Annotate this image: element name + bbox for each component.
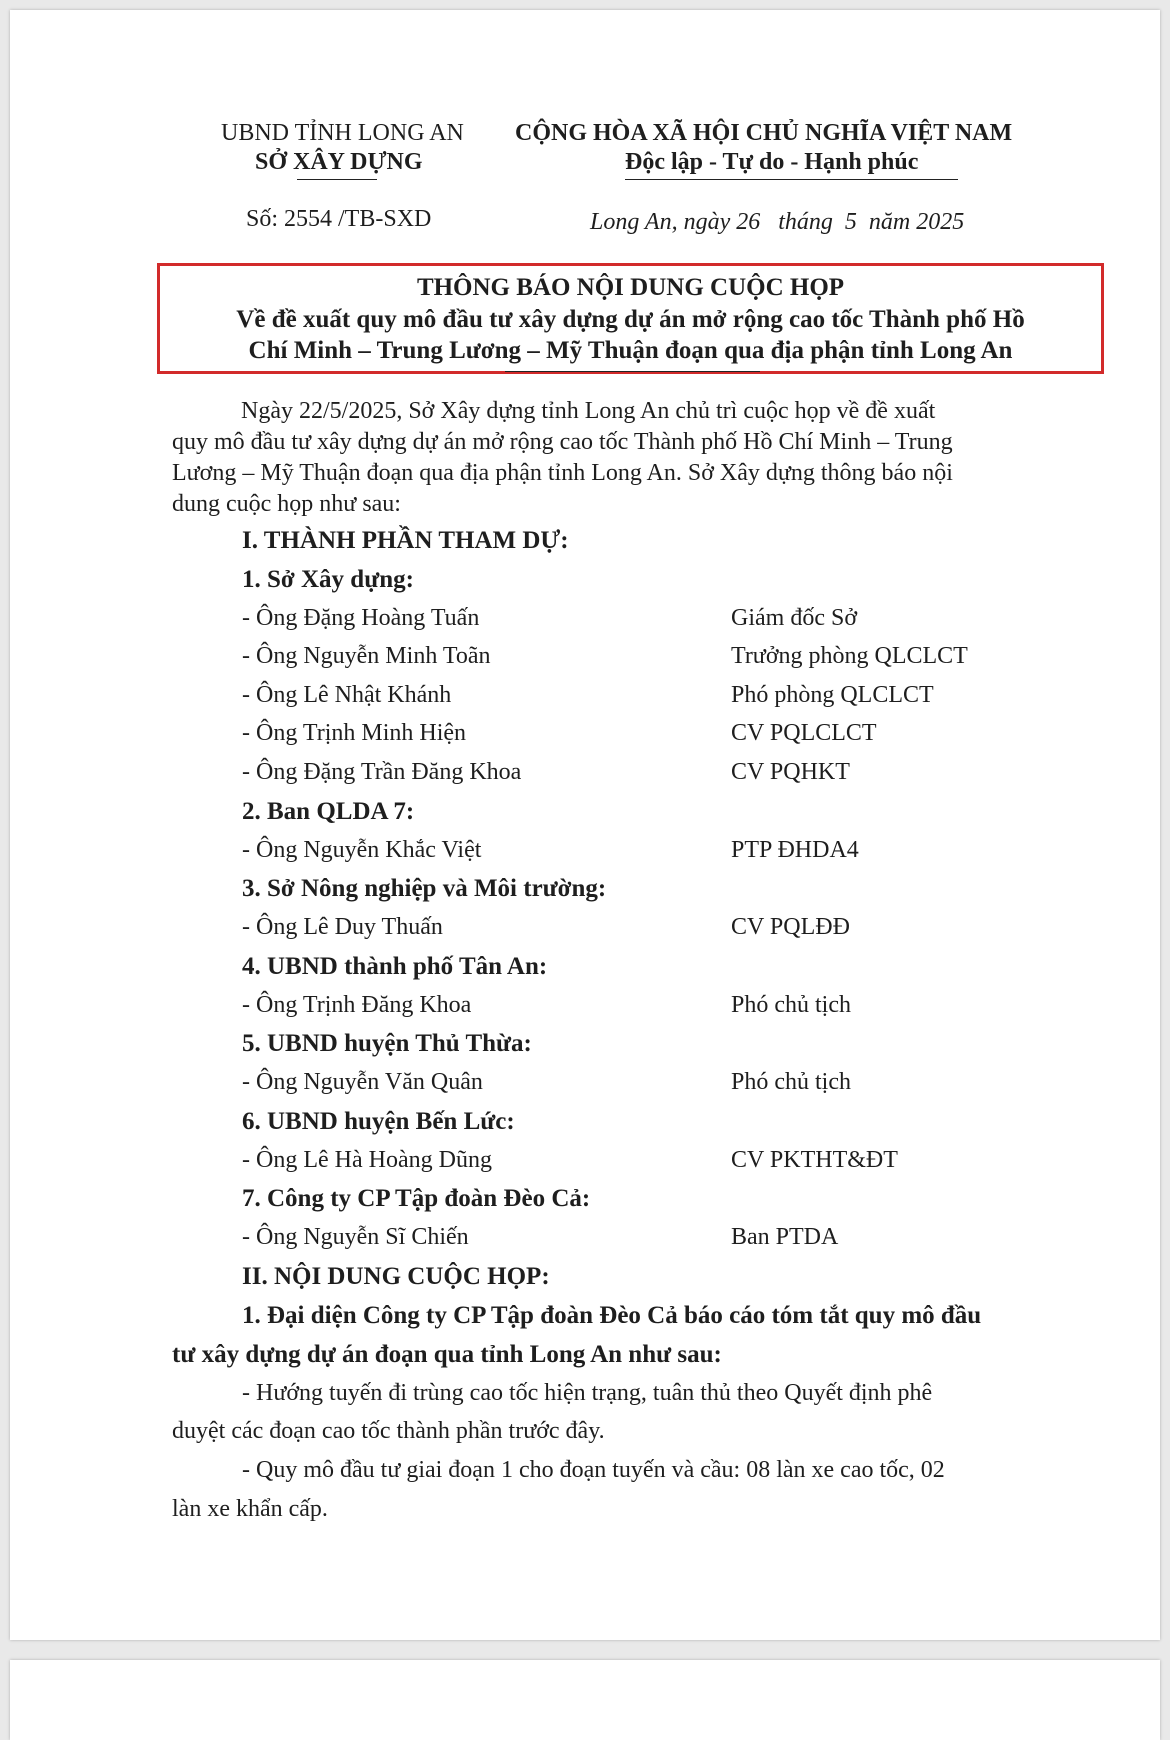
intro-line: Lương – Mỹ Thuận đoạn qua địa phận tỉnh Long An. Sở Xây dựng thông báo nội (172, 460, 953, 486)
section-heading: I. THÀNH PHẦN THAM DỰ: (242, 527, 569, 554)
group-title: 3. Sở Nông nghiệp và Môi trường: (242, 875, 607, 902)
content-bullet: - Quy mô đầu tư giai đoạn 1 cho đoạn tuyến và cầu: 08 làn xe cao tốc, 02 (242, 1457, 945, 1483)
member-role: CV PQHKT (731, 759, 850, 785)
group-title: 4. UBND thành phố Tân An: (242, 953, 548, 980)
title-underline (505, 371, 760, 372)
header-org: UBND TỈNH LONG AN (221, 120, 464, 146)
group-title: 5. UBND huyện Thủ Thừa: (242, 1030, 532, 1057)
content-item: 1. Đại diện Công ty CP Tập đoàn Đèo Cả báo cáo tóm tắt quy mô đầu (242, 1302, 982, 1329)
member-role: CV PQLĐĐ (731, 914, 850, 940)
header-motto-underline (625, 179, 958, 180)
header-country: CỘNG HÒA XÃ HỘI CHỦ NGHĨA VIỆT NAM (515, 120, 1013, 146)
group-title: 2. Ban QLDA 7: (242, 798, 415, 825)
member-role: Giám đốc Sở (731, 605, 858, 631)
member-role: PTP ĐHDA4 (731, 837, 859, 863)
header-motto: Độc lập - Tự do - Hạnh phúc (625, 149, 919, 175)
member-name: - Ông Nguyễn Minh Toãn (242, 643, 491, 669)
member-name: - Ông Đặng Hoàng Tuấn (242, 605, 480, 631)
intro-line: quy mô đầu tư xây dựng dự án mở rộng cao tốc Thành phố Hồ Chí Minh – Trung (172, 429, 953, 455)
title-box (157, 263, 1104, 374)
member-name: - Ông Nguyễn Khắc Việt (242, 837, 482, 863)
content-item: tư xây dựng dự án đoạn qua tỉnh Long An như sau: (172, 1341, 722, 1368)
member-name: - Ông Lê Duy Thuấn (242, 914, 443, 940)
member-name: - Ông Đặng Trần Đăng Khoa (242, 759, 522, 785)
member-role: Phó chủ tịch (731, 992, 851, 1018)
next-page-edge (10, 1660, 1160, 1740)
title-subject-line1: Về đề xuất quy mô đầu tư xây dựng dự án mở rộng cao tốc Thành phố Hồ (236, 306, 1025, 333)
header-dept: SỞ XÂY DỰNG (255, 149, 423, 175)
group-title: 1. Sở Xây dựng: (242, 566, 414, 593)
member-name: - Ông Nguyễn Văn Quân (242, 1069, 483, 1095)
group-title: 7. Công ty CP Tập đoàn Đèo Cả: (242, 1185, 591, 1212)
group-title: 6. UBND huyện Bến Lức: (242, 1108, 515, 1135)
content-bullet: - Hướng tuyến đi trùng cao tốc hiện trạng, tuân thủ theo Quyết định phê (242, 1380, 933, 1406)
title-heading: THÔNG BÁO NỘI DUNG CUỘC HỌP (416, 274, 845, 301)
header-dept-underline (297, 179, 377, 180)
intro-line: Ngày 22/5/2025, Sở Xây dựng tỉnh Long An chủ trì cuộc họp về đề xuất (241, 398, 936, 424)
intro-line: dung cuộc họp như sau: (172, 491, 401, 517)
place-date: Long An, ngày 26 tháng 5 năm 2025 (590, 209, 965, 235)
content-bullet: làn xe khẩn cấp. (172, 1496, 328, 1522)
member-name: - Ông Trịnh Minh Hiện (242, 720, 467, 746)
doc-number: Số: 2554 /TB-SXD (246, 206, 432, 232)
title-subject-line2: Chí Minh – Trung Lương – Mỹ Thuận đoạn qua địa phận tỉnh Long An (248, 337, 1013, 364)
member-name: - Ông Trịnh Đăng Khoa (242, 992, 472, 1018)
member-name: - Ông Lê Nhật Khánh (242, 682, 452, 708)
member-role: Ban PTDA (731, 1224, 839, 1250)
content-bullet: duyệt các đoạn cao tốc thành phần trước đây. (172, 1418, 605, 1444)
member-role: Phó chủ tịch (731, 1069, 851, 1095)
member-role: CV PQLCLCT (731, 720, 877, 746)
member-role: CV PKTHT&ĐT (731, 1147, 898, 1173)
section-heading: II. NỘI DUNG CUỘC HỌP: (242, 1263, 550, 1290)
member-role: Trưởng phòng QLCLCT (731, 643, 968, 669)
member-role: Phó phòng QLCLCT (731, 682, 934, 708)
member-name: - Ông Lê Hà Hoàng Dũng (242, 1147, 492, 1173)
member-name: - Ông Nguyễn Sĩ Chiến (242, 1224, 469, 1250)
